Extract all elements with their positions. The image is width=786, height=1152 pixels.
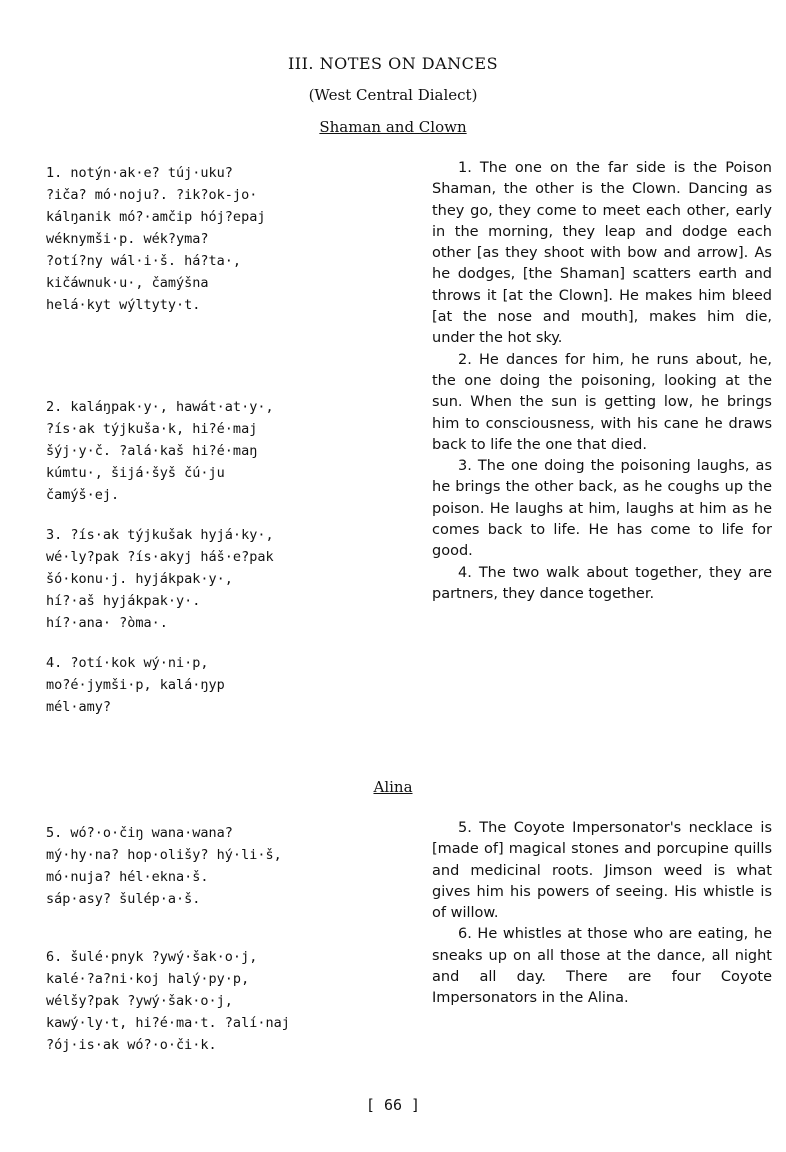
english-paragraph-1: 1. The one on the far side is the Poison Shaman, the other is the Clown. Dancing as they go, they come to meet each other, early in the morning, they leap and dodge each other [as they shoot with bow and arrow]. As he dodges, [the Shaman] scatters earth and throws it [at the Clown]. He makes him bleed [at the nose and mouth], makes him die, under the hot sky. [432, 160, 772, 347]
native-verse-6: 6. šulé·pnyk ?ywý·šak·o·j, kalé·?a?ni·koj halý·py·p, wélšy?pak ?ywý·šak·o·j, kawý·ly·t, hi?é·ma·t. ?alí·naj ?ój·is·ak wó?·o·či·k. [46, 949, 290, 1053]
english-paragraph-3: 3. The one doing the poisoning laughs, as he brings the other back, as he coughs up the poison. He laughs at him, laughs at him as he comes back to life. He has come to life for good. [432, 458, 772, 560]
section-heading-alina: Alina [373, 778, 413, 796]
native-verse-2: 2. kaláŋpak·y·, hawát·at·y·, ?ís·ak týjkuša·k, hi?é·maj šýj·y·č. ?alá·kaš hi?é·maŋ kúmtu·, šijá·šyš čú·ju čamýš·ej. [46, 399, 274, 503]
section-heading-shaman-clown: Shaman and Clown [319, 118, 467, 136]
native-verse-1: 1. notýn·ak·e? túj·uku? ?iča? mó·noju?. ?ik?ok-jo· kálŋanik mó?·amčip hój?epaj wéknymši·p. wék?yma? ?otí?ny wál·i·š. há?ta·, kičáwnuk·u·, čamýšna helá·kyt wýltyty·t. [46, 165, 266, 313]
english-paragraph-6: 6. He whistles at those who are eating, he sneaks up on all those at the dance, all night and all day. There are four Coyote Impersonators in the Alina. [432, 926, 772, 1007]
native-verse-3: 3. ?ís·ak týjkušak hyjá·ky·, wé·ly?pak ?ís·akyj háš·e?pak šó·konu·j. hyjákpak·y·, hí?·aš hyjákpak·y·. hí?·ana· ?òma·. [46, 527, 274, 631]
english-translation-shaman-clown [432, 158, 772, 605]
english-paragraph-5: 5. The Coyote Impersonator's necklace is [made of] magical stones and porcupine quills and medicinal roots. Jimson weed is what gives him his powers of seeing. His whistle is of willow. [432, 820, 772, 922]
english-translation-alina [432, 818, 772, 1010]
page-subtitle: (West Central Dialect) [308, 86, 478, 104]
english-paragraph-2: 2. He dances for him, he runs about, he, the one doing the poisoning, looking at the sun. When the sun is getting low, he brings him to consciousness, with his cane he draws back to life the one that died. [432, 351, 772, 453]
page-title: III. NOTES ON DANCES [287, 54, 499, 73]
native-verse-4: 4. ?otí·kok wý·ni·p, mo?é·jymši·p, kalá·ŋyp mél·amy? [46, 655, 225, 715]
page-number: [ 66 ] [365, 1096, 421, 1114]
english-paragraph-4: 4. The two walk about together, they are partners, they dance together. [432, 564, 772, 602]
native-verse-5: 5. wó?·o·čiŋ wana·wana? mý·hy·na? hop·olišy? hý·li·š, mó·nuja? hél·ekna·š. sáp·asy? šulép·a·š. [46, 825, 282, 907]
